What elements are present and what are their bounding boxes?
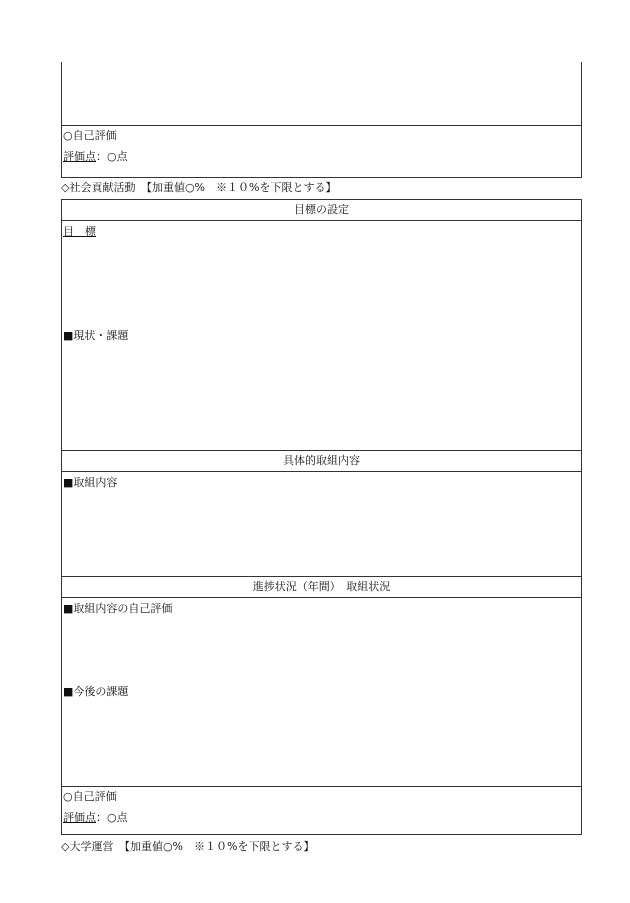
future-issues-label: ■今後の課題 bbox=[63, 685, 129, 698]
progress-eval-label: ■取組内容の自己評価 bbox=[63, 602, 173, 615]
divider bbox=[61, 450, 582, 451]
divider bbox=[61, 471, 582, 472]
goal-setting-title: 目標の設定 bbox=[294, 203, 349, 216]
score-value: ：○点 bbox=[96, 811, 128, 824]
score-label: 評価点 bbox=[63, 811, 96, 824]
social-section-header: ◇社会貢献活動 【加重値○% ※１０%を下限とする】 bbox=[61, 181, 337, 194]
divider bbox=[61, 125, 582, 126]
self-eval-heading: ○自己評価 bbox=[63, 790, 117, 803]
divider bbox=[61, 597, 582, 598]
social-section-frame bbox=[61, 199, 582, 835]
plan-label: ■取組内容 bbox=[63, 476, 118, 489]
plan-title: 具体的取組内容 bbox=[283, 454, 360, 467]
score-value: ：○点 bbox=[96, 150, 128, 163]
issue-label: ■現状・課題 bbox=[63, 329, 129, 342]
score-label: 評価点 bbox=[63, 150, 96, 163]
goal-label: 目 標 bbox=[63, 225, 96, 238]
self-eval-heading: ○自己評価 bbox=[63, 129, 117, 142]
university-admin-header: ◇大学運営 【加重値○% ※１０%を下限とする】 bbox=[61, 840, 315, 853]
divider bbox=[61, 576, 582, 577]
divider bbox=[61, 220, 582, 221]
previous-section-frame bbox=[61, 62, 582, 177]
divider bbox=[61, 786, 582, 787]
progress-title: 進捗状況（年間） 取組状況 bbox=[252, 580, 391, 593]
divider bbox=[61, 177, 582, 178]
score-line bbox=[63, 150, 128, 164]
score-line bbox=[63, 811, 128, 825]
